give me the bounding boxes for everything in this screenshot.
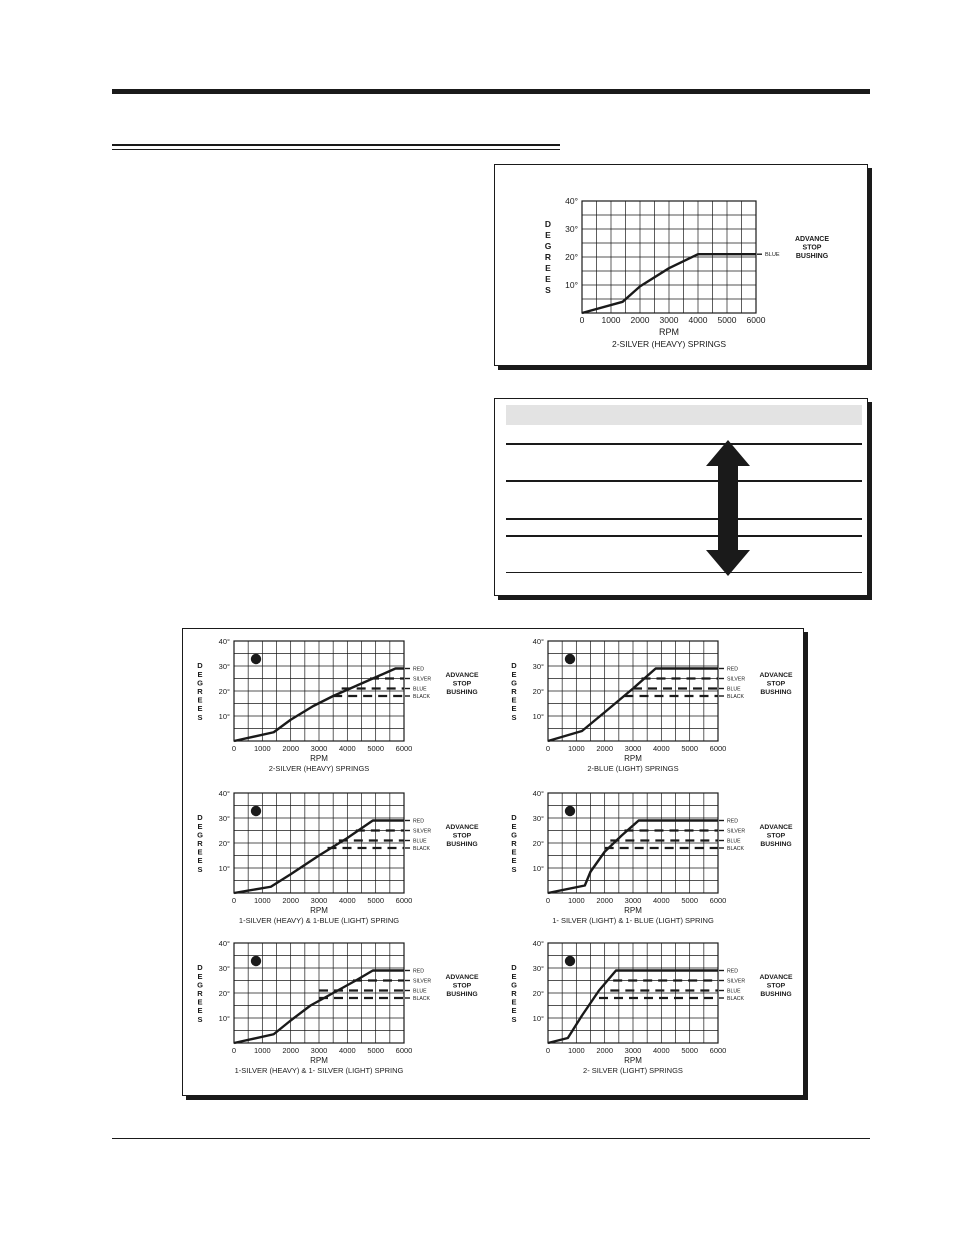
stop-label-red: RED — [727, 968, 738, 975]
y-axis-label-letter: E — [197, 669, 203, 679]
x-tick-label: 4000 — [338, 1046, 356, 1055]
y-axis-label-letter: R — [511, 989, 517, 998]
y-axis-label-letter: E — [197, 997, 203, 1007]
y-tick-label: 20° — [218, 839, 230, 848]
chart-subtitle: 1- SILVER (LIGHT) & 1- BLUE (LIGHT) SPRING — [552, 916, 714, 925]
panel-letter: D — [567, 656, 573, 664]
y-axis-label-letter: S — [197, 1014, 203, 1024]
x-tick-label: 0 — [231, 896, 237, 905]
advance-stop-bushing-label: ADVANCE — [445, 974, 479, 981]
advance-stop-bushing-label: ADVANCE — [794, 236, 830, 243]
chart-subtitle: 1-SILVER (HEAVY) & 1-BLUE (LIGHT) SPRING — [238, 916, 400, 925]
y-axis-label-letter: G — [197, 980, 203, 990]
y-axis-label-letter: D — [511, 661, 517, 671]
y-tick-label: 40° — [532, 637, 544, 646]
y-axis-label-letter: E — [511, 997, 517, 1007]
stop-label-black: BLACK — [727, 846, 745, 852]
y-tick-label: 10° — [532, 1014, 544, 1023]
x-tick-label: 5000 — [367, 896, 385, 905]
advance-stop-bushing-label: ADVANCE — [445, 824, 479, 831]
section-rule-thin — [112, 149, 560, 150]
advance-stop-bushing-label: ADVANCE — [759, 974, 793, 981]
y-axis-label-letter: S — [511, 712, 517, 722]
x-axis-label: RPM — [310, 754, 328, 763]
x-tick-label: 3000 — [624, 744, 642, 753]
x-tick-label: 3000 — [624, 1046, 642, 1055]
y-axis-label-letter: R — [511, 687, 517, 696]
stop-label-silver: SILVER — [727, 978, 746, 985]
panel-letter-badge — [251, 806, 261, 816]
y-axis-label-letter: E — [511, 821, 517, 831]
y-axis-label-letter: S — [545, 285, 551, 295]
x-tick-label: 6000 — [709, 744, 727, 753]
panel-letter-badge — [565, 806, 575, 816]
y-tick-label: 30° — [218, 814, 230, 823]
y-axis-label-letter: D — [511, 963, 517, 973]
panel-letter-badge — [565, 654, 575, 664]
y-axis-label-letter: R — [511, 839, 517, 848]
y-tick-label: 10° — [218, 712, 230, 721]
adjustment-table-box — [494, 398, 868, 596]
chart-subtitle: 1-SILVER (HEAVY) & 1- SILVER (LIGHT) SPRING — [234, 1066, 404, 1075]
panel-letter: F — [567, 958, 573, 966]
footer-rule — [112, 1138, 870, 1139]
y-tick-label: 30° — [532, 662, 544, 671]
panel-letter: C — [253, 958, 259, 966]
x-tick-label: 3000 — [310, 896, 328, 905]
x-tick-label: 1000 — [567, 896, 585, 905]
y-axis-label-letter: E — [197, 856, 203, 866]
x-tick-label: 0 — [579, 315, 585, 325]
table-row-divider — [506, 518, 862, 520]
y-tick-label: 10° — [565, 280, 578, 290]
x-tick-label: 4000 — [338, 744, 356, 753]
y-tick-label: 20° — [532, 687, 544, 696]
x-tick-label: 5000 — [367, 1046, 385, 1055]
advance-stop-bushing-label: ADVANCE — [759, 672, 793, 679]
y-axis-label-letter: E — [197, 695, 203, 705]
stop-label-red: RED — [413, 666, 424, 673]
y-tick-label: 10° — [532, 864, 544, 873]
line-chart-E — [498, 787, 828, 941]
y-tick-label: 40° — [565, 196, 578, 206]
advance-stop-bushing-label: BUSHING — [446, 840, 478, 848]
y-axis-label-letter: E — [511, 1006, 517, 1016]
y-tick-label: 20° — [565, 252, 578, 262]
x-tick-label: 3000 — [310, 1046, 328, 1055]
x-tick-label: 6000 — [395, 1046, 413, 1055]
panel-letter: E — [567, 808, 573, 816]
y-tick-label: 30° — [218, 964, 230, 973]
x-tick-label: 6000 — [395, 744, 413, 753]
advance-stop-bushing-label: STOP — [802, 244, 822, 252]
stop-label-blue: BLUE — [413, 838, 427, 845]
advance-stop-bushing-label: ADVANCE — [445, 672, 479, 679]
table-row-divider — [506, 535, 862, 537]
x-tick-label: 5000 — [681, 896, 699, 905]
stop-label-blue: BLUE — [765, 252, 780, 259]
y-tick-label: 20° — [218, 687, 230, 696]
chart-subtitle: 2-SILVER (HEAVY) SPRINGS — [612, 339, 726, 349]
x-tick-label: 0 — [545, 896, 551, 905]
y-axis-label-letter: R — [544, 252, 552, 262]
x-tick-label: 2000 — [282, 1046, 300, 1055]
stop-label-red: RED — [727, 666, 738, 673]
stop-label-blue: BLUE — [727, 686, 741, 693]
y-axis-label-letter: D — [197, 661, 203, 671]
y-tick-label: 30° — [532, 964, 544, 973]
x-tick-label: 2000 — [630, 315, 650, 325]
x-tick-label: 2000 — [282, 744, 300, 753]
stop-label-silver: SILVER — [413, 828, 432, 835]
y-axis-label-letter: G — [544, 241, 552, 251]
chart-subtitle: 2-BLUE (LIGHT) SPRINGS — [587, 764, 679, 773]
stop-label-black: BLACK — [413, 694, 431, 700]
y-axis-label-letter: E — [545, 274, 551, 284]
x-tick-label: 4000 — [652, 1046, 670, 1055]
stop-label-blue: BLUE — [727, 988, 741, 995]
x-tick-label: 0 — [231, 744, 237, 753]
x-axis-label: RPM — [310, 1056, 328, 1065]
y-axis-label-letter: R — [197, 989, 203, 998]
chart-subtitle: 2-SILVER (HEAVY) SPRINGS — [268, 764, 370, 773]
y-axis-label-letter: E — [197, 821, 203, 831]
header-rule — [112, 89, 870, 94]
x-tick-label: 6000 — [709, 1046, 727, 1055]
y-axis-label-letter: E — [197, 971, 203, 981]
y-axis-label-letter: E — [197, 847, 203, 857]
x-axis-label: RPM — [624, 1056, 642, 1065]
line-chart-B — [184, 787, 517, 941]
stop-label-blue: BLUE — [727, 838, 741, 845]
stop-label-black: BLACK — [413, 996, 431, 1002]
stop-label-red: RED — [413, 818, 424, 825]
line-chart-D — [498, 635, 828, 789]
y-tick-label: 30° — [565, 224, 578, 234]
y-axis-label-letter: E — [511, 971, 517, 981]
x-tick-label: 4000 — [338, 896, 356, 905]
panel-letter-badge — [251, 956, 261, 966]
y-axis-label-letter: E — [545, 230, 551, 240]
y-axis-label-letter: R — [197, 839, 203, 848]
advance-stop-bushing-label: STOP — [766, 982, 786, 990]
x-tick-label: 0 — [545, 744, 551, 753]
table-row-divider — [506, 443, 862, 445]
x-tick-label: 5000 — [717, 315, 737, 325]
advance-stop-bushing-label: BUSHING — [760, 990, 792, 998]
x-tick-label: 0 — [231, 1046, 237, 1055]
x-tick-label: 6000 — [709, 896, 727, 905]
advance-stop-bushing-label: STOP — [452, 982, 472, 990]
y-axis-label-letter: E — [511, 856, 517, 866]
panel-letter: B — [253, 808, 259, 816]
advance-stop-bushing-label: BUSHING — [446, 688, 478, 696]
y-axis-label-letter: D — [544, 219, 552, 229]
x-tick-label: 1000 — [567, 744, 585, 753]
y-axis-label-letter: E — [511, 695, 517, 705]
x-tick-label: 3000 — [659, 315, 679, 325]
y-tick-label: 10° — [532, 712, 544, 721]
y-tick-label: 20° — [218, 989, 230, 998]
y-axis-label-letter: D — [197, 963, 203, 973]
advance-stop-bushing-label: ADVANCE — [759, 824, 793, 831]
y-axis-label-letter: G — [511, 678, 517, 688]
x-tick-label: 0 — [545, 1046, 551, 1055]
x-tick-label: 6000 — [395, 896, 413, 905]
y-tick-label: 40° — [532, 939, 544, 948]
stop-label-silver: SILVER — [727, 828, 746, 835]
y-axis-label-letter: G — [511, 980, 517, 990]
y-axis-label-letter: E — [511, 704, 517, 714]
y-axis-label-letter: R — [197, 687, 203, 696]
x-tick-label: 5000 — [681, 1046, 699, 1055]
x-tick-label: 5000 — [681, 744, 699, 753]
y-tick-label: 20° — [532, 989, 544, 998]
advance-stop-bushing-label: STOP — [766, 832, 786, 840]
x-axis-label: RPM — [659, 327, 679, 337]
stop-label-blue: BLUE — [413, 686, 427, 693]
line-chart-C — [184, 937, 517, 1091]
section-rule — [112, 144, 560, 146]
y-axis-label-letter: E — [511, 847, 517, 857]
y-tick-label: 30° — [532, 814, 544, 823]
y-axis-label-letter: S — [197, 712, 203, 722]
y-axis-label-letter: E — [197, 1006, 203, 1016]
stop-label-black: BLACK — [727, 694, 745, 700]
x-tick-label: 1000 — [253, 1046, 271, 1055]
y-tick-label: 40° — [218, 637, 230, 646]
table-row-divider — [506, 572, 862, 573]
y-axis-label-letter: E — [545, 263, 551, 273]
table-header-band — [506, 405, 862, 425]
advance-stop-bushing-label: BUSHING — [795, 252, 829, 260]
advance-stop-bushing-label: BUSHING — [760, 840, 792, 848]
x-tick-label: 4000 — [652, 744, 670, 753]
x-tick-label: 1000 — [567, 1046, 585, 1055]
x-tick-label: 2000 — [596, 1046, 614, 1055]
stop-label-red: RED — [727, 818, 738, 825]
y-axis-label-letter: E — [511, 669, 517, 679]
panel-letter-badge — [565, 956, 575, 966]
y-axis-label-letter: S — [197, 864, 203, 874]
line-chart-A — [184, 635, 517, 789]
y-axis-label-letter: S — [511, 1014, 517, 1024]
x-axis-label: RPM — [624, 754, 642, 763]
x-tick-label: 3000 — [310, 744, 328, 753]
stop-label-black: BLACK — [727, 996, 745, 1002]
stop-label-silver: SILVER — [413, 676, 432, 683]
stop-label-silver: SILVER — [413, 978, 432, 985]
y-tick-label: 20° — [532, 839, 544, 848]
y-axis-label-letter: G — [197, 830, 203, 840]
line-chart-main — [532, 195, 866, 361]
y-tick-label: 40° — [218, 939, 230, 948]
stop-label-red: RED — [413, 968, 424, 975]
x-tick-label: 3000 — [624, 896, 642, 905]
advance-stop-bushing-label: STOP — [452, 680, 472, 688]
stop-label-blue: BLUE — [413, 988, 427, 995]
stop-label-silver: SILVER — [727, 676, 746, 683]
y-axis-label-letter: D — [197, 813, 203, 823]
stop-label-black: BLACK — [413, 846, 431, 852]
x-axis-label: RPM — [310, 906, 328, 915]
y-axis-label-letter: G — [511, 830, 517, 840]
y-axis-label-letter: D — [511, 813, 517, 823]
y-axis-label-letter: S — [511, 864, 517, 874]
x-tick-label: 4000 — [652, 896, 670, 905]
y-axis-label-letter: G — [197, 678, 203, 688]
x-tick-label: 6000 — [746, 315, 766, 325]
x-tick-label: 4000 — [688, 315, 708, 325]
x-tick-label: 2000 — [596, 744, 614, 753]
x-tick-label: 1000 — [601, 315, 621, 325]
x-axis-label: RPM — [624, 906, 642, 915]
x-tick-label: 5000 — [367, 744, 385, 753]
line-chart-F — [498, 937, 828, 1091]
advance-stop-bushing-label: STOP — [452, 832, 472, 840]
double-arrow-icon — [706, 440, 750, 576]
y-axis-label-letter: E — [197, 704, 203, 714]
x-tick-label: 1000 — [253, 896, 271, 905]
x-tick-label: 1000 — [253, 744, 271, 753]
y-tick-label: 40° — [218, 789, 230, 798]
panel-letter: A — [253, 656, 259, 664]
y-tick-label: 10° — [218, 864, 230, 873]
panel-letter-badge — [251, 654, 261, 664]
y-tick-label: 30° — [218, 662, 230, 671]
y-tick-label: 10° — [218, 1014, 230, 1023]
advance-stop-bushing-label: STOP — [766, 680, 786, 688]
chart-subtitle: 2- SILVER (LIGHT) SPRINGS — [583, 1066, 683, 1075]
y-tick-label: 40° — [532, 789, 544, 798]
advance-stop-bushing-label: BUSHING — [760, 688, 792, 696]
x-tick-label: 2000 — [596, 896, 614, 905]
table-row-divider — [506, 480, 862, 482]
x-tick-label: 2000 — [282, 896, 300, 905]
advance-stop-bushing-label: BUSHING — [446, 990, 478, 998]
